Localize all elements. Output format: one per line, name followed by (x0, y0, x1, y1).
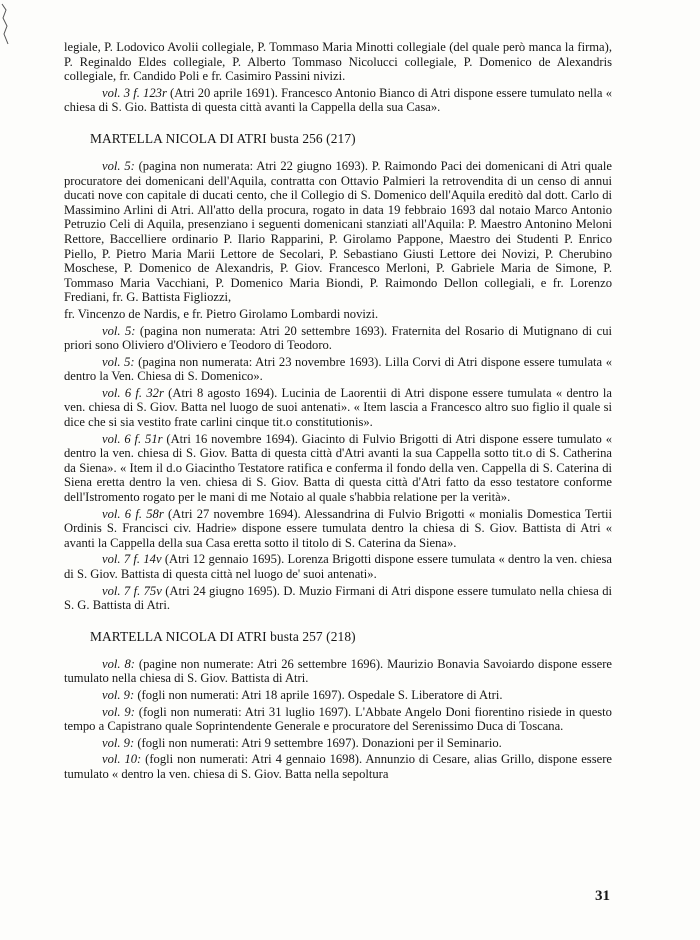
paragraph (64, 86, 612, 115)
paragraph (64, 355, 612, 384)
page-number: 31 (595, 888, 610, 904)
paragraph-text: fr. Vincenzo de Nardis, e fr. Pietro Girolamo Lombardi novizi. (64, 306, 379, 321)
volume-reference: vol. 5: (102, 323, 136, 338)
scan-edge-mark (0, 0, 14, 48)
paragraph (64, 688, 612, 703)
paragraph (64, 507, 612, 551)
paragraph-text: (Atri 27 novembre 1694). Alessandrina di Fulvio Brigotti « monialis Domestica Tertii Ordinis S. Francisci civ. Hadrie» dispone essere tumulata dentro la chiesa di S. Giov. Battista di Atri « avanti la Cappella della sua Casa eretta sotto il titolo di S. Caterina da Siena». (64, 506, 613, 550)
section-heading: MARTELLA NICOLA DI ATRI busta 256 (217) (90, 130, 356, 146)
paragraph (64, 432, 612, 505)
paragraph-text: (fogli non numerati: Atri 9 settembre 1697). Donazioni per il Seminario. (134, 735, 502, 750)
paragraph-text: (Atri 24 giugno 1695). D. Muzio Firmani di Atri dispone essere tumulato nella chiesa di S. G. Battista di Atri. (64, 583, 613, 613)
volume-reference: vol. 6 f. 51r (102, 431, 163, 446)
volume-reference: vol. 9: (102, 704, 135, 719)
volume-reference: vol. 7 f. 14v (102, 552, 162, 567)
volume-reference: vol. 5: (102, 158, 135, 173)
volume-reference: vol. 6 f. 58r (102, 506, 164, 521)
paragraph (64, 584, 612, 613)
paragraph (64, 736, 612, 751)
paragraph-text: (Atri 12 gennaio 1695). Lorenza Brigotti dispone essere tumulata « dentro la ven. chiesa di S. Giov. Battista di questa città nel luogo de' suoi antenati». (64, 552, 612, 581)
paragraph-text: legiale, P. Lodovico Avolii collegiale, P. Tommaso Maria Minotti collegiale (del quale però manca la firma), P. Reginaldo Eldes collegiale, P. Alberto Tommaso Nicolucci collegiale, P. Domenico de Alexandris collegiale, fr. Candido Poli e fr. Casimiro Passini nivizi. (64, 40, 612, 84)
volume-reference: vol. 9: (102, 735, 135, 750)
paragraph-text: (Atri 20 aprile 1691). Francesco Antonio Bianco di Atri dispone essere tumulato nella « chiesa di S. Gio. Battista di questa città avanti la Cappella della sua Casa». (64, 85, 612, 115)
volume-reference: vol. 9: (102, 687, 135, 702)
paragraph-text: (fogli non numerati: Atri 18 aprile 1697). Ospedale S. Liberatore di Atri. (134, 687, 503, 702)
paragraph-text: (Atri 16 novembre 1694). Giacinto di Fulvio Brigotti di Atri dispone essere tumulato « dentro la ven. chiesa di S. Giov. Batta di questa città d'Atri avanti la sua Cappella sotto tit.o di S. Catherina da Siena». « Item il d.o Giacintho Testatore ratifica e conferma il fondo della ven. Cappella di S. Caterina di Siena eretta dentro la ven. chiesa di S. Giov. Batta di questa città d'Atri fatto da esso testatore conforme dell'Istromento rogato per le mani di me Notaio al quale s'habbia relatione per la verità». (64, 431, 612, 505)
paragraph-text: (pagine non numerate: Atri 26 settembre 1696). Maurizio Bonavia Savoiardo dispone essere tumulato nella chiesa di S. Giov. Battista di Atri. (64, 656, 612, 686)
paragraph-text: (pagina non numerata: Atri 20 settembre 1693). Fraternita del Rosario di Mutignano di cui priori sono Oliviero d'Oliviero e Teodoro di Teodoro. (64, 323, 612, 353)
volume-reference: vol. 8: (102, 656, 135, 671)
paragraph (64, 307, 612, 322)
volume-reference: vol. 3 f. 123r (102, 85, 167, 100)
document-page (64, 40, 612, 782)
volume-reference: vol. 6 f. 32r (102, 385, 164, 400)
paragraph (64, 705, 612, 734)
section-heading: MARTELLA NICOLA DI ATRI busta 257 (218) (90, 628, 356, 644)
paragraph (64, 386, 612, 430)
paragraph-text: (fogli non numerati: Atri 4 gennaio 1698). Annunzio di Cesare, alias Grillo, dispone essere tumulato « dentro la ven. chiesa di S. Giov. Batta nella sepoltura (64, 752, 612, 781)
paragraph (64, 159, 612, 305)
paragraph (64, 40, 612, 84)
paragraph-text: (pagina non numerata: Atri 23 novembre 1693). Lilla Corvi di Atri dispone essere tumulata « dentro la Ven. Chiesa di S. Domenico». (64, 354, 612, 384)
paragraph (64, 752, 612, 781)
volume-reference: vol. 10: (102, 752, 142, 767)
paragraph-text: (pagina non numerata: Atri 22 giugno 1693). P. Raimondo Paci dei domenicani di Atri quale procuratore dei domenicani dell'Aquila, contratta con Ottavio Palmieri la retrovendita di un censo di annui ducati nove con capitale di ducati cento, che il Collegio di S. Domenico dell'Aquila ereditò dal dott. Carlo di Massimino Arlini di Atri. All'atto della procura, rogato in data 19 febbraio 1693 dal notaio Marco Antonio Petruzio Celi di Aquila, presenziano i seguenti domenicani stanziati all'Aquila: P. Maestro Antonino Meloni Rettore, Baccelliere ordinario P. Ilario Rapparini, P. Girolamo Pappone, Maestro dei Studenti P. Enrico Piello, P. Pietro Maria Marii Lettore de Secolari, P. Sebastiano Giusti Lettore dei Novizi, P. Cherubino Moschese, P. Domenico de Alexandris, P. Giov. Francesco Merloni, P. Gabriele Maria de Simone, P. Tommaso Maria Vacchiani, P. Domenico Maria Biondi, P. Raimondo Dellon collegiali, e fr. Lorenzo Frediani, fr. G. Battista Figliozzi, (64, 158, 612, 305)
paragraph-text: (fogli non numerati: Atri 31 luglio 1697). L'Abbate Angelo Doni fiorentino risiede in questo tempo a Capistrano quale Soprintendente Generale e procuratore del Serenissimo Duca di Toscana. (64, 704, 612, 734)
paragraph-text: (Atri 8 agosto 1694). Lucinia de Laorentii di Atri dispone essere tumulata « dentro la ven. chiesa di S. Giov. Batta nel luogo de suoi antenati». « Item lascia a Francesco altro suo figlio il quale si dice che si sia vestito frate carlini cinque tit.o constitutionis». (64, 385, 613, 430)
volume-reference: vol. 5: (102, 354, 135, 369)
volume-reference: vol. 7 f. 75v (102, 583, 162, 598)
paragraph (64, 552, 612, 581)
paragraph (64, 324, 612, 353)
paragraph (64, 657, 612, 686)
